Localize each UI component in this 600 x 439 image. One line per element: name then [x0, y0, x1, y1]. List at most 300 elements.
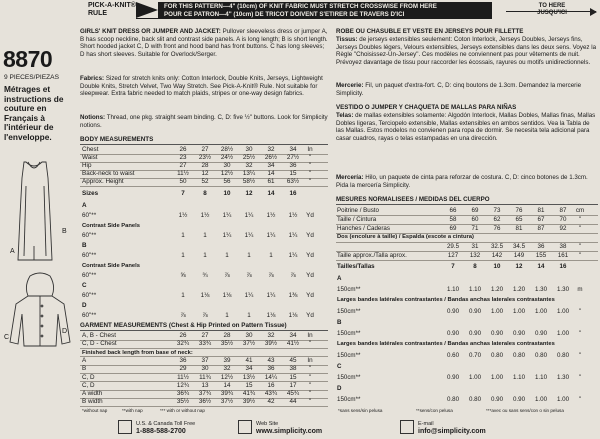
table-cell: 39½	[264, 340, 278, 348]
table-cell: 33¾	[198, 340, 212, 348]
table-cell: 13	[201, 381, 209, 389]
unit-cell: In	[307, 146, 313, 153]
table-cell: 1⅛	[266, 312, 276, 319]
jacket-sketch-icon	[4, 272, 76, 360]
subheading-row	[336, 296, 598, 305]
table-cell: 65	[515, 216, 523, 223]
table-cell: 1½	[178, 212, 188, 219]
table-cell: 1.20	[490, 286, 504, 293]
table-cell: 1¼	[222, 232, 232, 239]
size-cell: 14	[537, 263, 545, 270]
table-cell: 12½	[220, 170, 234, 177]
email-link[interactable]: info@simplicity.com	[418, 428, 486, 435]
table-cell: 34	[267, 162, 275, 169]
spanish-title: VESTIDO O JUMPER Y CHAQUETA DE MALLAS PARA NIÑAS	[336, 104, 517, 111]
table-cell: 15	[289, 170, 297, 177]
table-cell: 69	[449, 225, 457, 232]
table-cell: 60	[471, 216, 479, 223]
size-cell: 12	[245, 190, 253, 197]
table-cell: 12	[201, 170, 209, 177]
unit-cell: "	[308, 381, 312, 389]
table-cell: 1	[225, 252, 229, 259]
table-cell: 50	[179, 178, 187, 185]
table-cell: 30	[201, 365, 209, 373]
row-label: 150cm**	[337, 352, 361, 359]
table-cell: 39½	[242, 398, 256, 406]
table-cell: 23	[179, 154, 187, 161]
table-cell: 1.00	[534, 396, 548, 403]
row-label: 150cm**	[337, 374, 361, 381]
french-mercerie-text: Fil, un paquet d'extra-fort. C, D: cinq boutons de 1.3cm. Demandez la mercerie Simplicity.	[336, 82, 582, 97]
web-link[interactable]: www.simplicity.com	[256, 428, 323, 435]
garment-measurements-heading: GARMENT MEASUREMENTS (Chest & Hip Printed on Pattern Tissue)	[80, 322, 287, 329]
stretch-band-french: POUR CE PATRON—4" (10cm) DE TRICOT DOIVENT S'ETIRER DE TRAVERS D'ICI	[164, 11, 405, 18]
table-cell: 76	[515, 207, 523, 214]
table-cell: 34.5	[512, 243, 526, 250]
french-mercerie-label: Mercerie:	[336, 82, 364, 89]
footnote: ***avec ou sans sens/con o sin pelusa	[486, 408, 564, 413]
table-cell: 15	[289, 373, 297, 381]
table-cell: 1	[247, 252, 251, 259]
table-cell: 0.80	[490, 352, 504, 359]
table-cell: 1¼	[266, 292, 276, 299]
table-row	[336, 373, 598, 382]
table-cell: 67	[537, 216, 545, 223]
footnote: **sens/con pelusa	[416, 408, 453, 413]
table-cell: 30	[245, 146, 253, 153]
table-cell: 35½	[220, 340, 234, 348]
table-row	[80, 340, 328, 348]
table-cell: 25½	[242, 154, 256, 161]
table-row	[80, 292, 328, 300]
spanish-telas-paragraph	[336, 112, 596, 142]
table-cell: 1.30	[534, 286, 548, 293]
row-label: Taille approx./Talla aprox.	[337, 252, 407, 259]
table-cell: 1⅛	[288, 312, 298, 319]
row-label: Contrast Side Panels	[82, 263, 140, 269]
table-cell: ¾	[202, 272, 208, 279]
table-cell: 0.70	[468, 352, 482, 359]
unit-cell: cm	[575, 207, 585, 214]
table-cell: 34	[289, 146, 297, 153]
fabrics-label: Fabrics:	[80, 75, 105, 82]
spanish-merceria-label: Mercería:	[336, 174, 364, 181]
divider	[80, 144, 328, 145]
table-cell: 41½	[286, 340, 300, 348]
size-cell: 10	[493, 263, 501, 270]
row-label: A	[82, 356, 87, 364]
to-here-french: JUSQU'ICI	[537, 10, 567, 16]
row-label: Hip	[82, 162, 92, 169]
stretch-arrow-icon	[136, 2, 158, 18]
row-label: 150cm**	[337, 308, 361, 315]
table-cell: ⅝	[180, 272, 186, 279]
row-label: C, D	[82, 373, 95, 381]
spanish-merceria-paragraph	[336, 174, 596, 189]
table-cell: 1	[203, 232, 207, 239]
table-cell: 1	[181, 252, 185, 259]
table-cell: 1½	[288, 212, 298, 219]
unit-cell: "	[308, 162, 312, 169]
table-row	[80, 365, 328, 373]
left-column	[0, 22, 80, 417]
row-label: Larges bandes latérales contrastantes / Bandas anchas laterales contrastantes	[337, 297, 555, 303]
table-cell: 0.90	[446, 330, 460, 337]
view-heading-row	[80, 242, 328, 250]
table-cell: 1⅜	[288, 292, 298, 299]
sizes-header	[80, 190, 328, 198]
table-cell: 161	[557, 252, 569, 259]
pick-a-knit-rule: RULE	[88, 10, 108, 17]
table-cell: 52	[201, 178, 209, 185]
table-cell: 34	[289, 332, 297, 339]
table-cell: 149	[513, 252, 525, 259]
body-measurements-heading: BODY MEASUREMENTS	[80, 136, 154, 143]
table-row	[80, 357, 328, 365]
table-cell: 0.80	[556, 352, 570, 359]
table-cell: 11½	[177, 373, 189, 381]
footnote: *** with or without nap	[160, 408, 205, 413]
unit-cell: "	[578, 243, 582, 250]
table-cell: 28½	[220, 146, 234, 153]
table-cell: 32	[223, 365, 231, 373]
table-cell: 27	[179, 162, 187, 169]
unit-cell: In	[307, 332, 313, 339]
table-cell: 92	[559, 225, 567, 232]
row-label: Poitrine / Busto	[337, 207, 379, 214]
view-heading-row	[80, 282, 328, 290]
table-cell: 87	[559, 207, 567, 214]
unit-cell: Yd	[306, 232, 314, 239]
table-cell: 1¼	[244, 212, 254, 219]
unit-cell: Yd	[306, 212, 314, 219]
globe-icon	[238, 420, 252, 434]
table-cell: 1½	[200, 212, 210, 219]
table-cell: 0.90	[490, 396, 504, 403]
unit-cell: "	[308, 170, 312, 177]
notions-paragraph	[80, 114, 328, 129]
table-cell: ⅞	[180, 312, 186, 319]
spanish-merceria-text: Hilo, un paquete de cinta para reforzar de costura. C, D: cinco botones de 1.3cm. Pida la mercería Simplicity.	[336, 174, 588, 189]
table-row	[80, 382, 328, 390]
table-cell: 36¾	[176, 390, 190, 398]
subheading-row	[336, 340, 598, 349]
size-cell: 8	[203, 190, 207, 197]
table-cell: 39	[223, 356, 231, 364]
table-cell: 43	[267, 356, 275, 364]
table-cell: 0.90	[512, 330, 526, 337]
row-label: D	[82, 302, 87, 309]
table-cell: 36	[289, 162, 297, 169]
row-label: Back-neck to waist	[82, 170, 135, 177]
subheading-row	[80, 349, 328, 357]
view-heading-row	[336, 274, 598, 283]
table-cell: 1.00	[556, 396, 570, 403]
table-row	[80, 398, 328, 406]
row-label: A, B - Chest	[82, 332, 116, 339]
table-cell: 58½	[242, 178, 256, 185]
table-cell: ⅞	[268, 272, 274, 279]
table-cell: 45¾	[286, 390, 300, 398]
table-cell: 26½	[264, 154, 278, 161]
pick-a-knit-strip	[0, 0, 600, 22]
row-label: Waist	[82, 154, 98, 161]
table-cell: 58	[449, 216, 457, 223]
table-cell: 1.30	[556, 286, 570, 293]
table-row	[336, 329, 598, 338]
description-text: Pullover sleeveless dress or jumper A, B has scoop neckline, back slit and contrast side panels. A is long length; B is short length. Short hooded jacket C, D with front and hood band has front buttons. C has long sleeves; D has short sleeves. Suitable for Overlock/Serger.	[80, 28, 328, 58]
view-d-label: D	[62, 328, 68, 335]
table-cell: ⅞	[246, 272, 252, 279]
table-cell: 36	[179, 356, 187, 364]
table-cell: 13¼	[242, 170, 256, 177]
table-cell: 13½	[242, 373, 256, 381]
table-cell: 41¾	[242, 390, 256, 398]
table-cell: 1¼	[244, 232, 254, 239]
unit-cell: Yd	[306, 252, 314, 259]
row-label: Approx. Height	[82, 178, 124, 185]
table-cell: 38	[559, 243, 567, 250]
table-cell: 30	[245, 332, 253, 339]
table-cell: 0.90	[446, 374, 460, 381]
row-label: Chest	[82, 146, 99, 153]
unit-cell: "	[578, 330, 582, 337]
table-cell: 38	[289, 365, 297, 373]
web-block	[256, 420, 322, 436]
size-cell: 12	[515, 263, 523, 270]
sizes-label: Sizes	[82, 190, 99, 197]
table-cell: 0.90	[468, 308, 482, 315]
divider	[80, 186, 328, 187]
view-c-label: C	[4, 334, 10, 341]
unit-cell: "	[578, 396, 582, 403]
table-cell: 1	[247, 312, 251, 319]
table-cell: 71	[471, 225, 479, 232]
table-cell: 14	[223, 381, 231, 389]
table-cell: ⅞	[224, 272, 230, 279]
table-cell: 29	[179, 365, 187, 373]
fabrics-text: Sized for stretch knits only: Cotton Interlock, Double Knits, Jerseys, Lightweight Double Knits, Stretch Velvet, Two Way Stretch. See Pick-A-Knit® Rule. Not suitable for sleepwear. Extra fabric needed to match plaids, stripes or one-way design fabrics.	[80, 75, 323, 98]
table-cell: 24½	[220, 154, 234, 161]
table-cell: 31	[471, 243, 479, 250]
table-cell: 12¾	[176, 381, 190, 389]
table-cell: 37½	[220, 398, 234, 406]
table-cell: 27	[201, 332, 209, 339]
table-cell: 1	[269, 252, 273, 259]
table-cell: 1.00	[468, 374, 482, 381]
metric-measurements-heading: MESURES NORMALISEES / MEDIDAS DEL CUERPO	[336, 196, 490, 203]
table-cell: 43¾	[264, 390, 278, 398]
table-cell: 81	[515, 225, 523, 232]
notions-text: Thread, one pkg. straight seam binding. C, D: five ½" buttons. Look for Simplicity notions.	[80, 114, 328, 129]
table-cell: 1.00	[556, 330, 570, 337]
table-cell: 1	[225, 312, 229, 319]
phone-label: U.S. & Canada Toll Free	[136, 421, 196, 427]
divider	[80, 330, 328, 331]
table-cell: 32	[267, 146, 275, 153]
table-cell: 1.00	[490, 308, 504, 315]
view-heading-row	[336, 318, 598, 327]
table-cell: 27½	[286, 154, 300, 161]
table-cell: 76	[493, 225, 501, 232]
table-cell: 34	[245, 365, 253, 373]
row-label: C, D - Chest	[82, 340, 117, 348]
table-cell: 1¼	[266, 232, 276, 239]
table-cell: 29.5	[446, 243, 460, 250]
table-cell: 32.5	[490, 243, 504, 250]
table-cell: 0.90	[490, 330, 504, 337]
size-cell: 10	[223, 190, 231, 197]
stretch-band-english: FOR THIS PATTERN—4" (10cm) OF KNIT FABRIC MUST STRETCH CROSSWISE FROM HERE	[164, 3, 437, 10]
table-cell: 32¾	[176, 340, 190, 348]
table-cell: 0.80	[468, 396, 482, 403]
unit-cell: "	[308, 390, 312, 398]
table-cell: 0.90	[534, 330, 548, 337]
row-label: D	[337, 385, 342, 392]
table-cell: 1.10	[534, 374, 548, 381]
table-cell: 1¼	[222, 212, 232, 219]
table-row	[336, 351, 598, 360]
table-cell: 36½	[198, 398, 212, 406]
table-cell: 0.80	[534, 352, 548, 359]
table-cell: 62	[493, 216, 501, 223]
phone-number[interactable]: 1-888-588-2700	[136, 428, 186, 435]
view-a-label: A	[10, 248, 15, 255]
unit-cell: Yd	[306, 292, 314, 299]
unit-cell: "	[578, 308, 582, 315]
table-cell: 73	[493, 207, 501, 214]
divider	[336, 204, 598, 205]
table-cell: 1⅛	[200, 292, 210, 299]
spanish-telas-text: de mallas extensibles solamente: Algodón Interlock, Mallas Dobles, Mallas finas, Mallas Dobles ligeras, Terciopelo extensible, Mallas extensibles en ambos sentidos. Vea la Tabla de las Mallas. Estos modelos no convienen para ropa de dormir. Se necesita tela adicional para casar cuadros, rayas o telas estampadas en una dirección.	[336, 112, 596, 142]
row-label: Larges bandes latérales contrastantes / Bandas anchas laterales contrastantes	[337, 341, 555, 347]
row-label: B	[82, 242, 87, 249]
table-cell: 1¼	[288, 232, 298, 239]
row-label: Contrast Side Panels	[82, 223, 140, 229]
table-cell: 66	[449, 207, 457, 214]
pieces-count: 9 PIECES/PIEZAS	[4, 74, 59, 81]
email-block	[418, 420, 486, 436]
table-cell: 1.00	[556, 308, 570, 315]
stretch-band	[136, 2, 492, 19]
table-cell: 37¾	[198, 390, 212, 398]
pick-a-knit-title: PICK-A-KNIT®	[88, 2, 136, 9]
table-cell: ⅞	[290, 272, 296, 279]
table-cell: 35½	[176, 398, 190, 406]
row-label: Finished back length from base of neck:	[82, 349, 193, 356]
unit-cell: "	[578, 252, 582, 259]
row-label: 150cm**	[337, 286, 361, 293]
row-label: B width	[82, 398, 103, 406]
french-spanish-column	[336, 22, 598, 417]
arrow-right-icon	[590, 8, 597, 16]
unit-cell: "	[308, 398, 312, 406]
row-label: A	[337, 275, 342, 282]
table-cell: 0.90	[512, 396, 526, 403]
footnote: **with nap	[122, 408, 143, 413]
row-label: 60"**	[82, 292, 97, 299]
table-cell: 81	[537, 207, 545, 214]
email-label: E-mail	[418, 421, 434, 427]
table-cell: 0.60	[446, 352, 460, 359]
unit-cell: Yd	[306, 272, 314, 279]
table-cell: 56	[223, 178, 231, 185]
spanish-telas-label: Telas:	[336, 112, 354, 119]
table-cell: 36	[267, 365, 275, 373]
french-mercerie-paragraph	[336, 82, 596, 97]
table-cell: 45	[289, 356, 297, 364]
table-cell: 1.10	[468, 286, 482, 293]
unit-cell: "	[308, 373, 312, 381]
row-label: Taille / Cintura	[337, 216, 377, 223]
table-cell: 41	[245, 356, 253, 364]
table-row	[80, 232, 328, 240]
table-row	[80, 390, 328, 398]
table-cell: 0.80	[446, 396, 460, 403]
size-cell: 8	[473, 263, 477, 270]
row-label: 60"**	[82, 252, 97, 259]
table-cell: 132	[469, 252, 481, 259]
footnote: *without nap	[82, 408, 108, 413]
table-cell: 69	[471, 207, 479, 214]
table-cell: 1	[203, 252, 207, 259]
unit-cell: "	[578, 225, 582, 232]
pattern-number: 8870	[3, 46, 53, 72]
row-label: 60"**	[82, 312, 97, 319]
table-cell: 37	[201, 356, 209, 364]
phone-block	[136, 420, 195, 436]
table-cell: 0.90	[446, 308, 460, 315]
french-tissus-text: de jerseys extensibles seulement: Coton Interlock, Jerseys Doubles, Jerseys fins, Jerseys Doubles légers, Velours extensibles, Jerseys extensibles dans les deux sens. Voyez la Règle "Choisissez-Un-Jersey". Ces modèles ne conviennent pas pour vêtements de nuit. Prévoyez davantage de tissu pour raccorder les écossais, rayures ou motifs unidirectionnels.	[336, 36, 597, 66]
table-cell: 63½	[286, 178, 300, 185]
french-tissus-paragraph	[336, 36, 596, 66]
contact-bar	[0, 417, 600, 439]
unit-cell: "	[308, 365, 312, 373]
table-cell: 1.00	[490, 374, 504, 381]
table-cell: 0.90	[468, 330, 482, 337]
table-cell: 16	[267, 381, 275, 389]
size-cell: 16	[289, 190, 297, 197]
table-cell: 17	[289, 381, 297, 389]
table-cell: 127	[447, 252, 459, 259]
row-label: C, D	[82, 381, 95, 389]
to-here-label	[522, 3, 582, 17]
row-label: C	[337, 363, 342, 370]
table-cell: 1	[181, 232, 185, 239]
table-cell: 1.10	[446, 286, 460, 293]
table-cell: 1.30	[556, 374, 570, 381]
table-row	[80, 312, 328, 320]
table-row	[336, 395, 598, 404]
view-heading-row	[336, 384, 598, 393]
table-cell: 11½	[177, 170, 189, 177]
table-cell: 1	[181, 292, 185, 299]
french-tissus-label: Tissus:	[336, 36, 358, 43]
table-row	[336, 285, 598, 294]
row-label: B	[82, 365, 87, 373]
table-cell: 142	[491, 252, 503, 259]
row-label: Dos (encolure à taille) / Espalda (escote a cintura)	[337, 234, 474, 240]
phone-icon	[118, 420, 132, 434]
table-cell: 27	[201, 146, 209, 153]
row-label: C	[82, 282, 87, 289]
table-cell: 11¾	[199, 373, 211, 381]
table-cell: 70	[559, 216, 567, 223]
unit-cell: "	[308, 154, 312, 161]
subheading-row	[80, 262, 328, 270]
subheading-row	[80, 222, 328, 230]
french-instructions-note: Métrages et instructions de couture en Français à l'intérieur de l'enveloppe.	[4, 84, 64, 142]
